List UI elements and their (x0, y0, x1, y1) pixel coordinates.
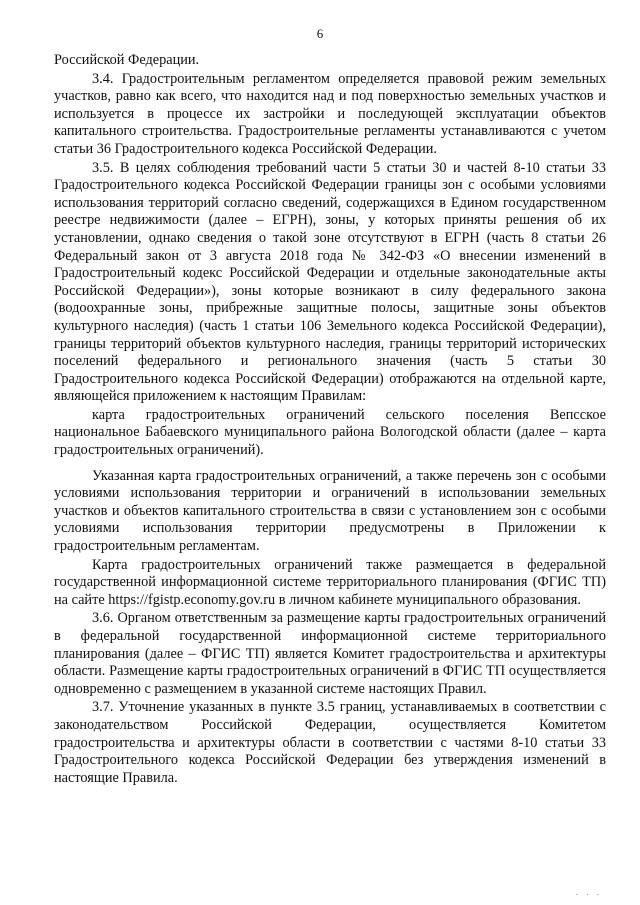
scan-corner-marks: . . . (575, 887, 602, 897)
document-body (54, 52, 606, 788)
paragraph-3-5: 3.5. В целях соблюдения требований части 5 статьи 30 и частей 8-10 статьи 33 Градостроительного кодекса Российской Федерации границы зон с особыми условиями использования территорий согласно сведений, содержащихся в Едином государственном реестре недвижимости (далее – ЕГРН), зоны, у которых приняты решения об их установлении, однако сведения о такой зоне отсутствуют в ЕГРН (часть 8 статьи 26 Федеральный закон от 3 августа 2018 года № 342-ФЗ «О внесении изменений в Градостроительный кодекс Российской Федерации и отдельные законодательные акты Российской Федерации»), зоны которые возникают в силу федерального закона (водоохранные зоны, прибрежные защитные полосы, защитные зоны объектов культурного наследия) (часть 1 статьи 106 Земельного кодекса Российской Федерации), границы территорий объектов культурного наследия, границы территорий исторических поселений федерального и регионального значения (часть 5 статьи 30 Градостроительного кодекса Российской Федерации) отображаются на отдельной карте, являющейся приложением к настоящим Правилам: (54, 159, 606, 405)
paragraph-map-description: Указанная карта градостроительных ограничений, а также перечень зон с особыми условиями использования территории и ограничений в использовании земельных участков и объектов капитального строительства в связи с установлением зон с особыми условиями использования территории предусмотрены в Приложении к градостроительным регламентам. (54, 467, 606, 555)
paragraph-fgis-placement: Карта градостроительных ограничений также размещается в федеральной государственной информационной системе территориального планирования (ФГИС ТП) на сайте https://fgistp.economy.gov.ru в личном кабинете муниципального образования. (54, 556, 606, 608)
paragraph-continuation: Российской Федерации. (54, 52, 200, 68)
paragraph-map-item: карта градостроительных ограничений сельского поселения Вепсское национальное Бабаевского муниципального района Вологодской области (далее – карта градостроительных ограничений). (54, 406, 606, 459)
paragraph-3-7: 3.7. Уточнение указанных в пункте 3.5 границ, устанавливаемых в соответствии с законодательством Российской Федерации, осуществляется Комитетом градостроительства и архитектуры области в соответствии с частями 8-10 статьи 33 Градостроительного кодекса Российской Федерации без утверждения изменений в настоящие Правила. (54, 699, 606, 786)
paragraph-3-6: 3.6. Органом ответственным за размещение карты градостроительных ограничений в федеральной государственной информационной системе территориального планирования (далее – ФГИС ТП) является Комитет градостроительства и архитектуры области. Размещение карты градостроительных ограничений в ФГИС ТП осуществляется одновременно с размещением в указанной системе настоящих Правил. (54, 610, 606, 697)
page-number: 6 (316, 26, 324, 41)
paragraph-3-4: 3.4. Градостроительным регламентом определяется правовой режим земельных участков, равно как всего, что находится над и под поверхностью земельных участков и используется в процессе их застройки и последующей эксплуатации объектов капитального строительства. Градостроительные регламенты устанавливаются с учетом статьи 36 Градостроительного кодекса Российской Федерации. (54, 70, 606, 157)
